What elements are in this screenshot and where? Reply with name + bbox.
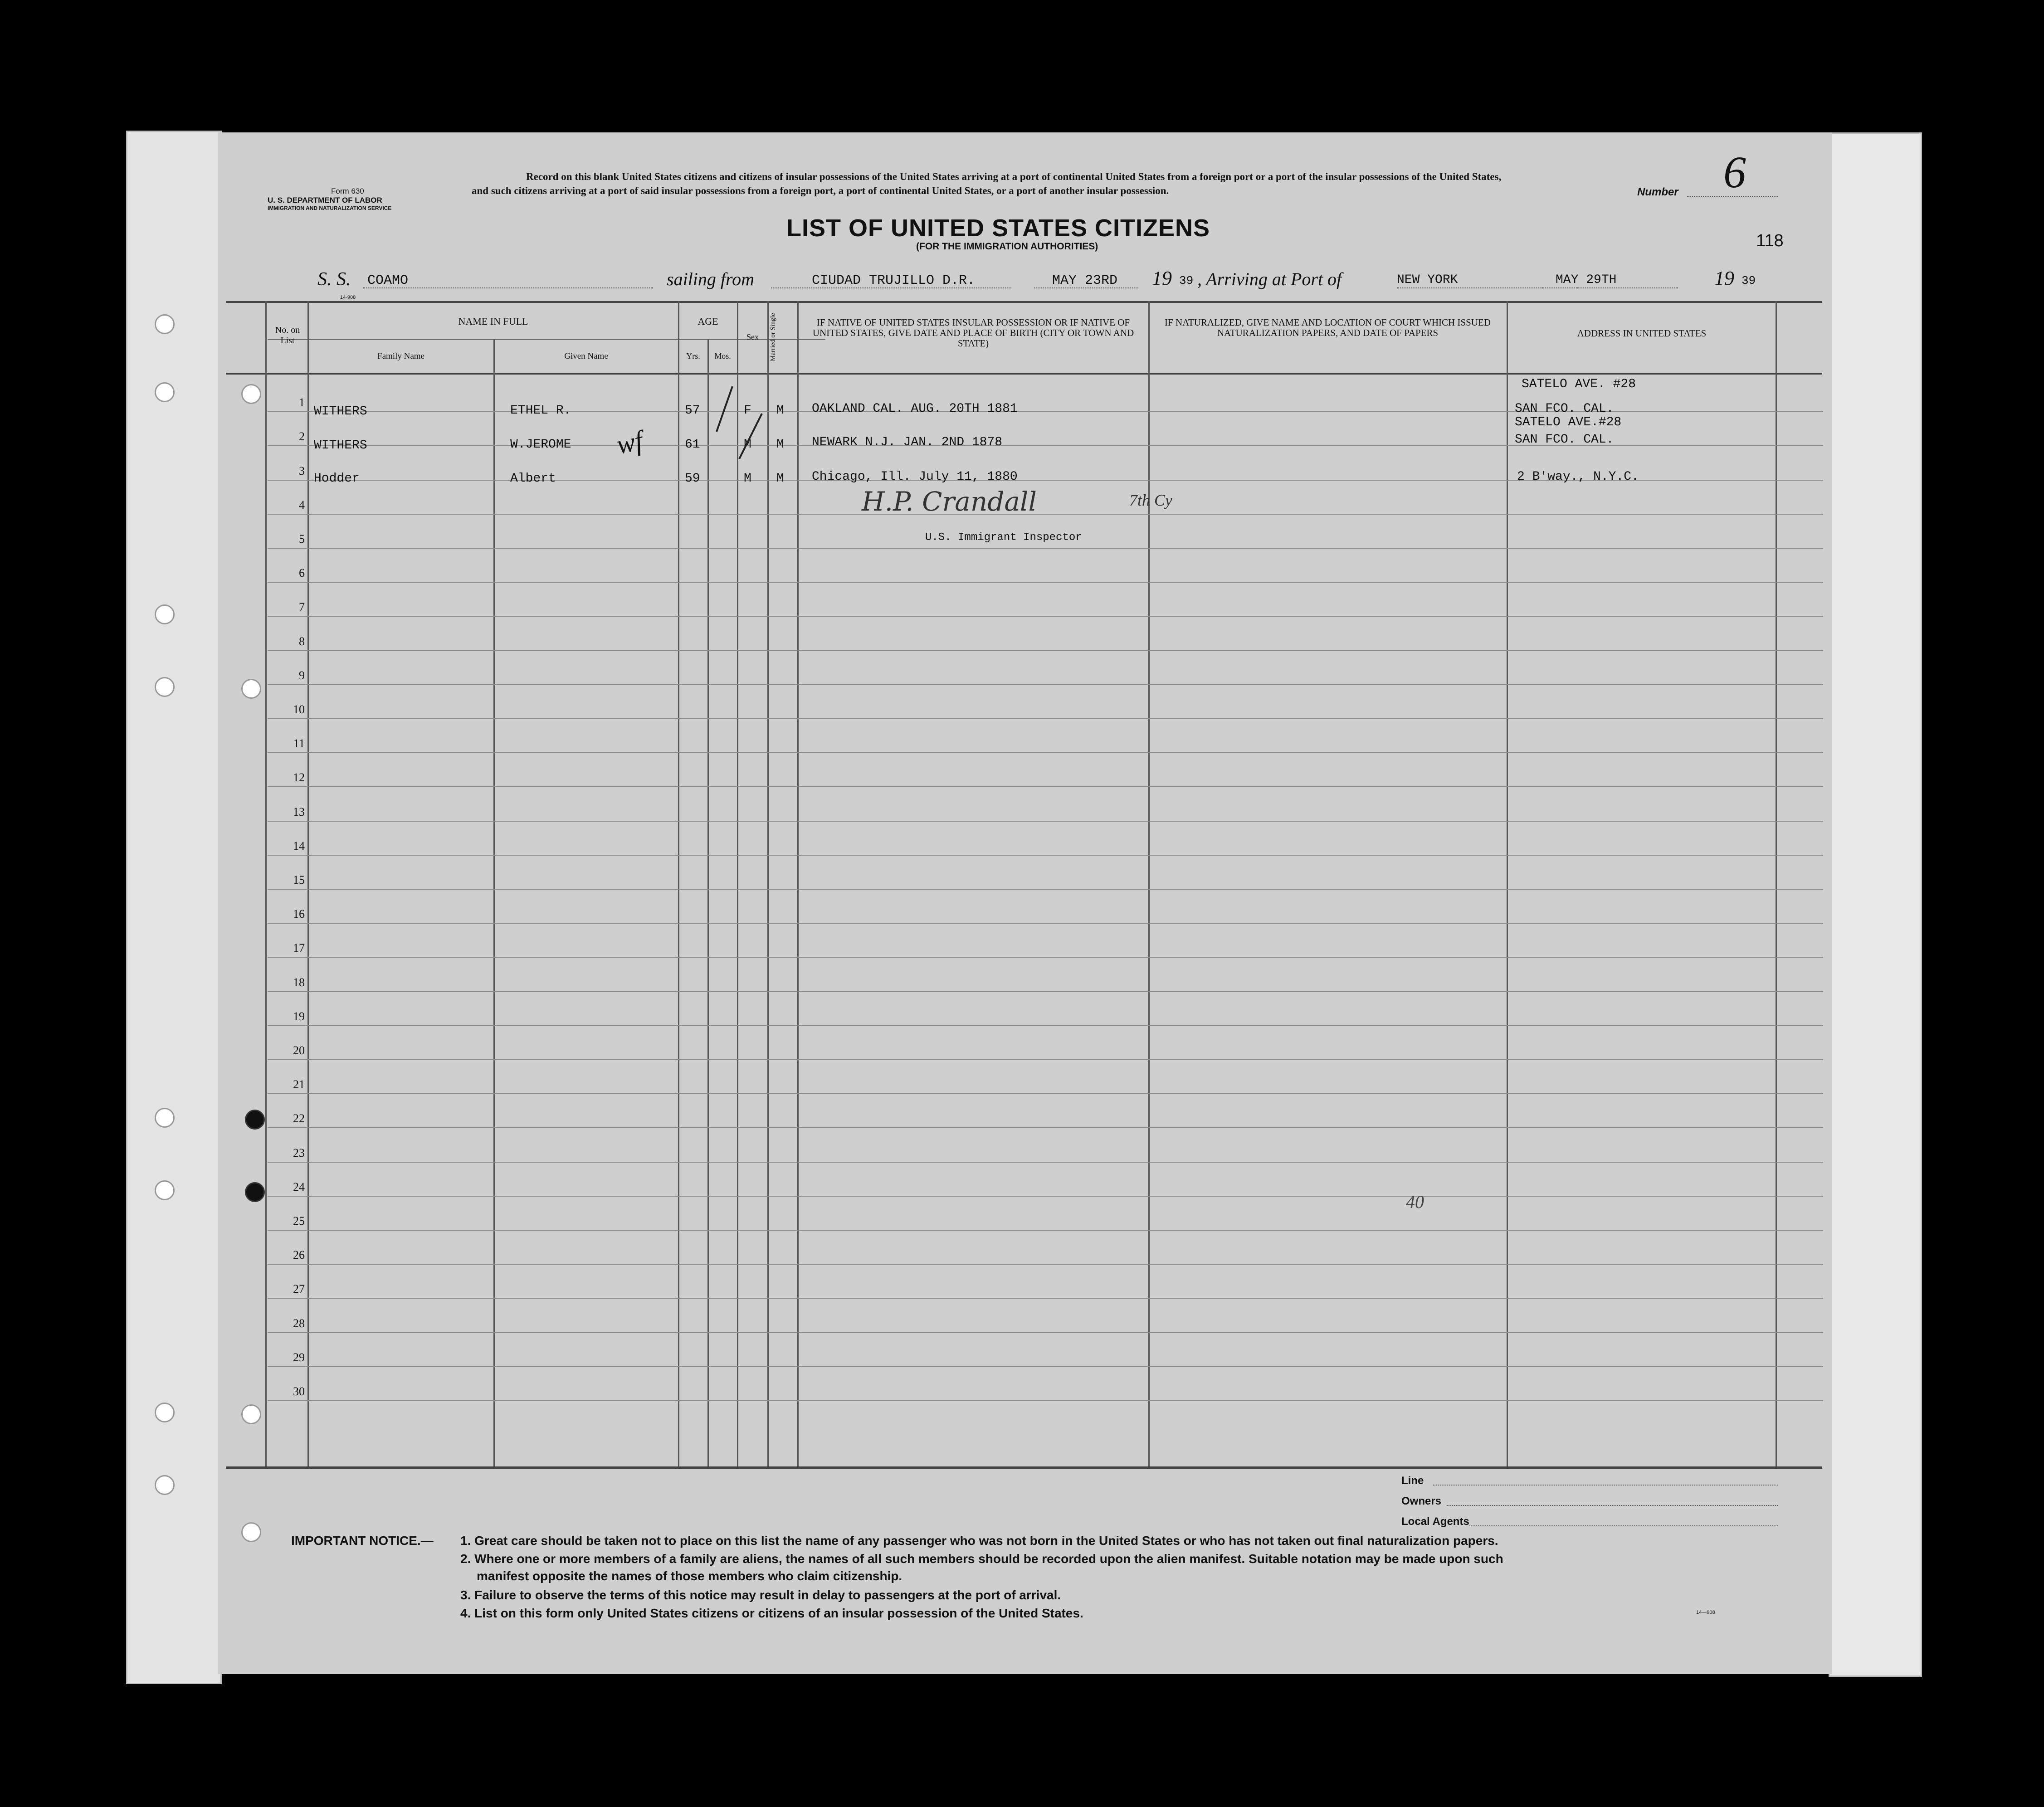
- row-rule: [268, 616, 1823, 617]
- row-number: 24: [293, 1180, 305, 1193]
- signature-suffix: 7th Cy: [1129, 491, 1172, 509]
- row-number: 20: [293, 1044, 305, 1057]
- row-rule: [268, 684, 1823, 685]
- col-rule: [307, 301, 309, 1466]
- entry-3-address-1: 2 B'way., N.Y.C.: [1517, 470, 1639, 484]
- col-header-married: Married or Single: [769, 313, 777, 361]
- col-rule: [707, 339, 709, 1466]
- col-rule: [797, 301, 799, 1466]
- entry-2-birth: NEWARK N.J. JAN. 2ND 1878: [812, 435, 1003, 449]
- ss-label: S. S.: [317, 269, 351, 290]
- line-field: [1433, 1485, 1778, 1486]
- punch-hole: [155, 1108, 175, 1128]
- row-number: 30: [293, 1385, 305, 1398]
- entry-1-yrs: 57: [685, 404, 700, 418]
- row-number: 22: [293, 1112, 305, 1125]
- entry-3-given: Albert: [510, 472, 556, 486]
- punch-hole: [241, 679, 261, 699]
- line-label: Line: [1401, 1475, 1424, 1487]
- arrival-year: 39: [1742, 274, 1756, 287]
- row-number: 2: [299, 430, 305, 443]
- footer-code: 14—908: [1696, 1610, 1715, 1615]
- row-rule: [268, 1127, 1823, 1128]
- inspector-title: U.S. Immigrant Inspector: [925, 531, 1082, 544]
- col-rule: [265, 301, 267, 1466]
- entry-2-yrs: 61: [685, 438, 700, 452]
- row-rule: [268, 786, 1823, 787]
- row-rule: [268, 582, 1823, 583]
- col-header-yrs: Yrs.: [686, 351, 700, 360]
- entry-3-birth: Chicago, Ill. July 11, 1880: [812, 470, 1018, 484]
- entry-1-family: WITHERS: [314, 404, 367, 419]
- arrival-date-line: [1542, 287, 1678, 288]
- row-number: 5: [299, 532, 305, 546]
- row-number: 9: [299, 668, 305, 682]
- row-rule: [268, 1093, 1823, 1094]
- row-number: 13: [293, 805, 305, 818]
- arrival-year-prefix: 19: [1714, 267, 1734, 289]
- row-rule: [268, 1400, 1823, 1401]
- ship-name: COAMO: [367, 273, 409, 288]
- inspector-signature: H.P. Crandall: [862, 486, 1037, 517]
- tick-marks: [707, 368, 771, 486]
- col-rule: [1507, 301, 1508, 1466]
- punch-hole: [155, 604, 175, 624]
- row-rule: [268, 1230, 1823, 1231]
- row-rule: [268, 1264, 1823, 1265]
- punch-hole: [241, 1522, 261, 1542]
- row-rule: [268, 1196, 1823, 1197]
- entry-1-address-1: SATELO AVE. #28: [1522, 377, 1636, 391]
- col-header-mos: Mos.: [714, 351, 731, 360]
- notice-label: IMPORTANT NOTICE.—: [291, 1534, 434, 1548]
- row-rule: [268, 1366, 1823, 1367]
- col-header-naturalized: IF NATURALIZED, GIVE NAME AND LOCATION OF COURT WHICH ISSUED NATURALIZATION PAPERS, AND DATE OF PAPERS: [1165, 317, 1491, 338]
- col-rule: [678, 301, 679, 1466]
- row-rule: [268, 514, 1823, 515]
- entry-2-sex: M: [744, 438, 751, 452]
- row-number: 7: [299, 600, 305, 614]
- entry-3-marital: M: [776, 472, 784, 486]
- row-number: 23: [293, 1146, 305, 1159]
- notice-3: 3. Failure to observe the terms of this notice may result in delay to passengers at the port of arrival.: [460, 1588, 1061, 1602]
- ship-line: [363, 287, 653, 288]
- punch-hole: [155, 1475, 175, 1495]
- row-number: 6: [299, 566, 305, 580]
- col-rule: [1776, 301, 1777, 1466]
- entry-1-given: ETHEL R.: [510, 404, 571, 418]
- number-label: Number: [1637, 186, 1678, 198]
- entry-2-family: WITHERS: [314, 438, 367, 453]
- row-number: 29: [293, 1350, 305, 1364]
- header-bottom-rule: [226, 373, 1822, 375]
- sailing-label: sailing from: [667, 269, 754, 289]
- arriving-label: , Arriving at Port of: [1197, 269, 1342, 289]
- entry-2-given: W.JEROME: [510, 438, 571, 452]
- arrival-port: NEW YORK: [1397, 273, 1458, 287]
- sail-year-prefix: 19: [1152, 267, 1172, 289]
- punch-hole: [245, 1110, 265, 1130]
- row-number: 15: [293, 873, 305, 886]
- page-stamp: 118: [1756, 231, 1784, 250]
- sail-date-line: [1034, 287, 1138, 288]
- sail-year: 39: [1179, 274, 1194, 287]
- punch-hole: [245, 1182, 265, 1202]
- punch-hole: [241, 384, 261, 404]
- form-number: Form 630: [331, 187, 364, 195]
- col-rule: [493, 339, 495, 1466]
- punch-hole: [155, 314, 175, 334]
- owners-label: Owners: [1401, 1495, 1442, 1507]
- col-header-sex: Sex: [746, 332, 759, 341]
- row-number: 26: [293, 1248, 305, 1262]
- row-rule: [268, 718, 1823, 719]
- col-header-native: IF NATIVE OF UNITED STATES INSULAR POSSESSION OR IF NATIVE OF UNITED STATES, GIVE DATE AND PLACE OF BIRTH (CITY OR TOWN AND STATE): [812, 317, 1134, 349]
- row-number: 19: [293, 1009, 305, 1023]
- notice-2b: manifest opposite the names of those members who claim citizenship.: [477, 1569, 902, 1583]
- col-header-no: No. on List: [275, 325, 300, 346]
- page-edge: [1829, 132, 1922, 1677]
- entry-2-address-2: SAN FCO. CAL.: [1515, 433, 1614, 447]
- col-header-family: Family Name: [377, 351, 424, 361]
- small-code: 14-908: [340, 295, 356, 300]
- department: U. S. DEPARTMENT OF LABOR: [268, 196, 382, 205]
- owners-field: [1447, 1505, 1778, 1506]
- row-number: 28: [293, 1316, 305, 1330]
- row-rule: [268, 889, 1823, 890]
- row-number: 16: [293, 907, 305, 921]
- row-number: 1: [299, 396, 305, 409]
- punch-hole: [155, 677, 175, 697]
- agents-field: [1469, 1525, 1778, 1526]
- row-number: 10: [293, 703, 305, 716]
- notice-2a: 2. Where one or more members of a family are aliens, the names of all such members should be recorded upon the alien manifest. Suitable notation may be made upon such: [460, 1552, 1503, 1566]
- row-number: 8: [299, 634, 305, 648]
- col-header-age: AGE: [698, 316, 718, 327]
- row-number: 17: [293, 941, 305, 955]
- entry-3-family: Hodder: [314, 472, 360, 486]
- entry-3-yrs: 59: [685, 472, 700, 486]
- row-rule: [268, 1298, 1823, 1299]
- entry-1-marital: M: [776, 404, 784, 418]
- col-header-given: Given Name: [564, 351, 608, 361]
- notice-4: 4. List on this form only United States citizens or citizens of an insular possession of the United States.: [460, 1606, 1083, 1620]
- handwritten-initials: wf: [614, 425, 645, 460]
- row-number: 3: [299, 464, 305, 477]
- row-rule: [268, 650, 1823, 651]
- row-rule: [268, 957, 1823, 958]
- page-subtitle: (FOR THE IMMIGRATION AUTHORITIES): [916, 241, 1098, 252]
- entry-1-birth: OAKLAND CAL. AUG. 20TH 1881: [812, 402, 1018, 416]
- entry-3-sex: M: [744, 472, 751, 486]
- col-header-address: ADDRESS IN UNITED STATES: [1577, 328, 1707, 339]
- row-rule: [268, 821, 1823, 822]
- row-rule: [268, 855, 1823, 856]
- row-rule: [268, 1332, 1823, 1333]
- row-number: 14: [293, 839, 305, 852]
- punch-hole: [155, 1180, 175, 1200]
- col-rule: [1148, 301, 1150, 1466]
- row-number: 27: [293, 1282, 305, 1296]
- number-value: 6: [1723, 147, 1746, 197]
- row-number: 12: [293, 771, 305, 784]
- row-number: 21: [293, 1078, 305, 1091]
- agents-label: Local Agents: [1401, 1515, 1469, 1528]
- sail-date: MAY 23RD: [1052, 273, 1118, 288]
- count-annotation: 40: [1406, 1192, 1424, 1212]
- entry-2-address-1: SATELO AVE.#28: [1515, 415, 1622, 429]
- row-rule: [268, 923, 1823, 924]
- row-number: 11: [293, 737, 305, 750]
- row-rule: [268, 548, 1823, 549]
- notice-1: 1. Great care should be taken not to place on this list the name of any passenger who was not born in the United States or who has not taken out final naturalization papers.: [460, 1534, 1498, 1548]
- row-rule: [268, 991, 1823, 992]
- row-rule: [268, 752, 1823, 753]
- row-number: 4: [299, 498, 305, 511]
- row-rule: [268, 1025, 1823, 1026]
- punch-hole: [155, 1403, 175, 1422]
- col-header-name: NAME IN FULL: [458, 316, 528, 327]
- manifest-sheet: [218, 132, 1832, 1674]
- binding-strip: [126, 131, 222, 1684]
- punch-hole: [155, 382, 175, 402]
- arrival-date: MAY 29TH: [1556, 273, 1617, 287]
- table-bottom-rule: [226, 1466, 1822, 1469]
- entry-2-marital: M: [776, 438, 784, 452]
- service: IMMIGRATION AND NATURALIZATION SERVICE: [268, 205, 392, 211]
- from-port: CIUDAD TRUJILLO D.R.: [812, 273, 976, 288]
- row-number: 25: [293, 1214, 305, 1227]
- entry-1-sex: F: [744, 404, 751, 418]
- row-rule: [268, 1162, 1823, 1163]
- page-title: LIST OF UNITED STATES CITIZENS: [786, 214, 1210, 242]
- punch-hole: [241, 1404, 261, 1424]
- table-top-rule: [226, 301, 1822, 303]
- row-rule: [268, 1059, 1823, 1060]
- entry-1-address-2: SAN FCO. CAL.: [1515, 402, 1614, 416]
- from-line: [771, 287, 1011, 288]
- row-number: 18: [293, 975, 305, 989]
- instructions: Record on this blank United States citizens and citizens of insular possessions of the United States arriving at a port of continental United States from a foreign port or a port of the insular possessions of the United States, and such citizens arriving at a port of said insular possessions from a foreign port, a port of continental United States, or a port of another insular possession.: [472, 171, 1502, 196]
